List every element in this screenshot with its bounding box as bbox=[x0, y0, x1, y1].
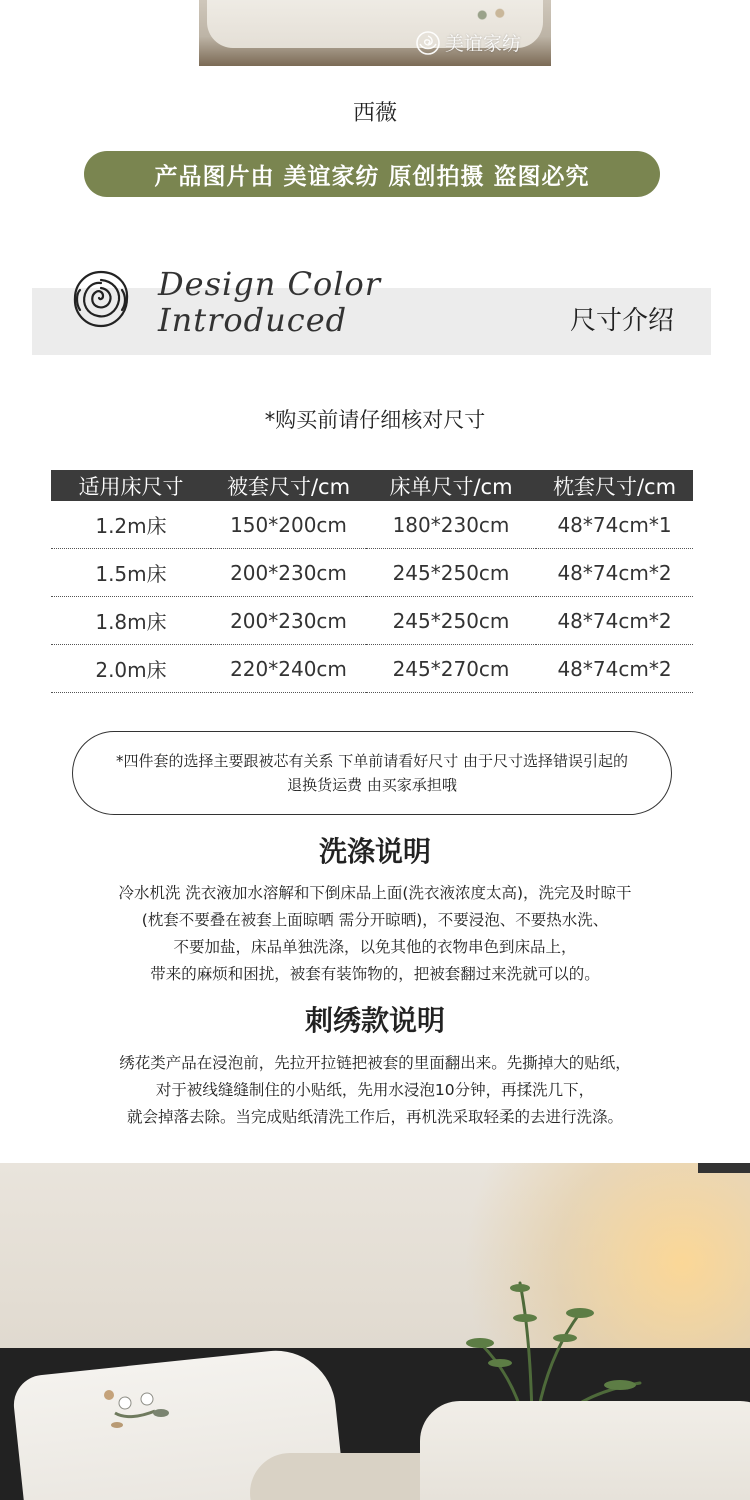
product-name: 西薇 bbox=[352, 101, 397, 126]
washing-title: 洗涤说明 bbox=[318, 835, 431, 868]
table-cell: 220*240cm bbox=[211, 645, 366, 693]
table-cell: 180*230cm bbox=[366, 501, 536, 549]
embroidery-line: 就会掉落去除。当完成贴纸清洗工作后，再机洗采取轻柔的去进行洗涤。 bbox=[126, 1108, 623, 1126]
table-cell: 245*250cm bbox=[366, 597, 536, 645]
table-header-cell: 床单尺寸/cm bbox=[366, 470, 536, 501]
washing-line: 不要加盐，床品单独洗涤，以免其他的衣物串色到床品上， bbox=[173, 938, 577, 956]
design-color-title bbox=[158, 266, 381, 338]
washing-line: 冷水机洗 洗衣液加水溶解和下倒床品上面(洗衣液浓度太高)，洗完及时晾干 bbox=[118, 884, 632, 902]
table-row bbox=[51, 597, 693, 645]
table-cell: 245*250cm bbox=[366, 549, 536, 597]
table-header-cell: 被套尺寸/cm bbox=[211, 470, 366, 501]
table-cell: 200*230cm bbox=[211, 597, 366, 645]
table-cell: 245*270cm bbox=[366, 645, 536, 693]
washing-line: 带来的麻烦和困扰，被套有装饰物的，把被套翻过来洗就可以的。 bbox=[150, 965, 600, 983]
washing-instructions bbox=[0, 880, 750, 988]
embroidery-line: 对于被线缝缝制住的小贴纸，先用水浸泡10分钟，再揉洗几下， bbox=[155, 1081, 595, 1099]
embroidery-motif bbox=[469, 6, 513, 24]
camellia-logo-icon bbox=[415, 30, 441, 56]
table-cell: 1.8m床 bbox=[51, 597, 211, 645]
table-cell: 48*74cm*2 bbox=[536, 645, 693, 693]
title-line-2: Introduced bbox=[158, 301, 348, 339]
washing-line: (枕套不要叠在被套上面晾晒 需分开晾晒)，不要浸泡、不要热水洗、 bbox=[141, 911, 609, 929]
floral-embroidery-icon bbox=[95, 1383, 175, 1433]
size-notice-box bbox=[72, 731, 672, 815]
embroidery-instructions bbox=[0, 1050, 750, 1131]
top-product-photo bbox=[199, 0, 551, 66]
second-pillow bbox=[420, 1401, 750, 1500]
table-cell: 1.5m床 bbox=[51, 549, 211, 597]
table-row bbox=[51, 501, 693, 549]
size-table bbox=[51, 470, 693, 693]
notice-line-2: 退换货运费 由买家承担哦 bbox=[287, 776, 457, 794]
watermark-text: 美谊家纺 bbox=[444, 33, 521, 55]
table-cell: 2.0m床 bbox=[51, 645, 211, 693]
embroidery-line: 绣花类产品在浸泡前，先拉开拉链把被套的里面翻出来。先撕掉大的贴纸， bbox=[119, 1054, 631, 1072]
section-label: 尺寸介绍 bbox=[569, 306, 674, 336]
title-line-1: Design Color bbox=[158, 265, 382, 303]
table-row bbox=[51, 645, 693, 693]
table-row bbox=[51, 549, 693, 597]
camellia-flower-icon bbox=[70, 268, 132, 330]
table-header-cell: 枕套尺寸/cm bbox=[536, 470, 693, 501]
table-cell: 200*230cm bbox=[211, 549, 366, 597]
table-cell: 48*74cm*1 bbox=[536, 501, 693, 549]
table-cell: 150*200cm bbox=[211, 501, 366, 549]
table-header-row bbox=[51, 470, 693, 501]
table-cell: 48*74cm*2 bbox=[536, 549, 693, 597]
picture-frame bbox=[698, 1163, 750, 1173]
notice-line-1: *四件套的选择主要跟被芯有关系 下单前请看好尺寸 由于尺寸选择错误引起的 bbox=[115, 752, 629, 770]
table-header-cell: 适用床尺寸 bbox=[51, 470, 211, 501]
table-cell: 48*74cm*2 bbox=[536, 597, 693, 645]
table-cell: 1.2m床 bbox=[51, 501, 211, 549]
copyright-banner: 产品图片由 美谊家纺 原创拍摄 盗图必究 bbox=[84, 151, 660, 197]
brand-watermark bbox=[415, 29, 521, 56]
embroidery-title: 刺绣款说明 bbox=[304, 1004, 445, 1037]
size-note: *购买前请仔细核对尺寸 bbox=[264, 408, 486, 432]
bedroom-photo bbox=[0, 1163, 750, 1500]
